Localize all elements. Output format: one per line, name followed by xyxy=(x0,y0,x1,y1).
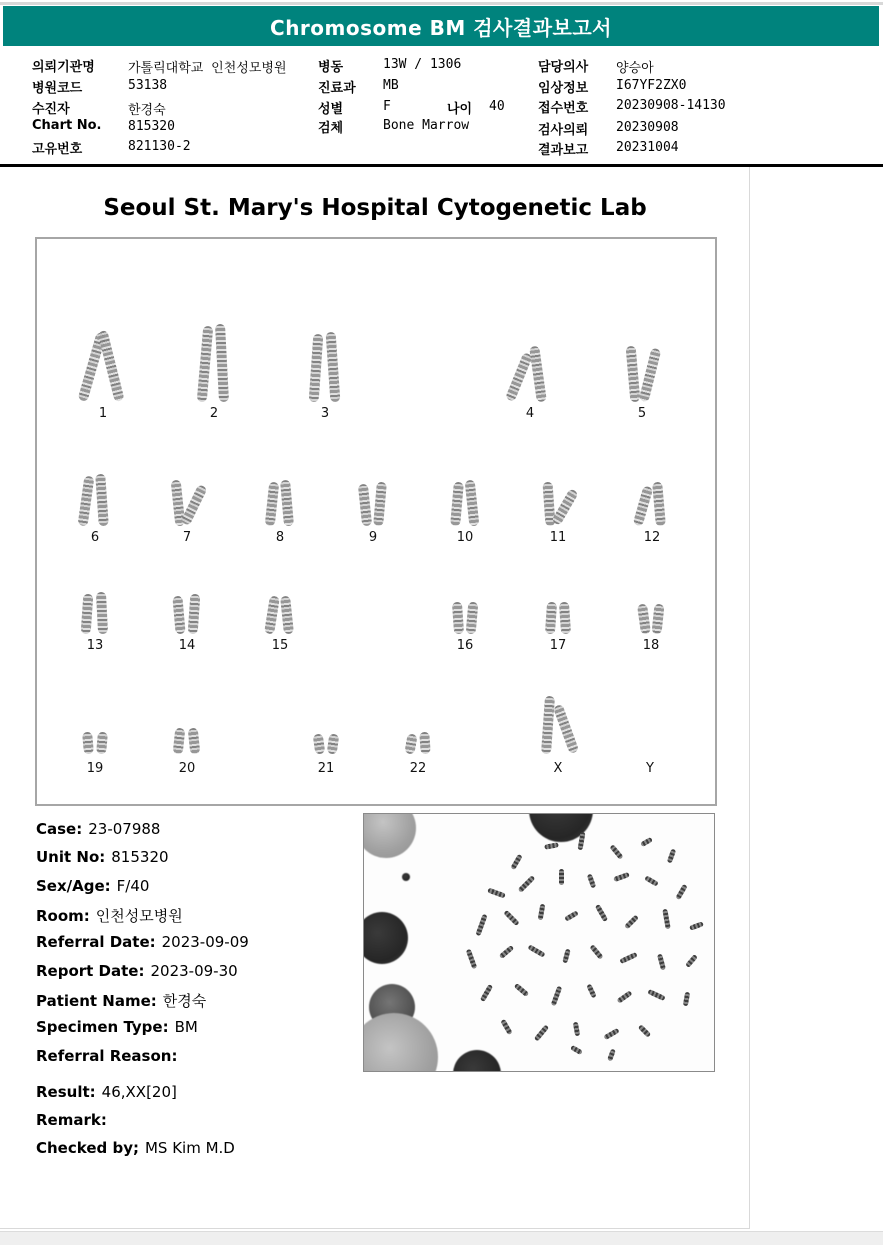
metaphase-chromosome xyxy=(685,954,698,968)
chromosome-label-12: 12 xyxy=(643,530,661,545)
metaphase-chromosome xyxy=(500,1019,512,1035)
case-label: Sex/Age: xyxy=(36,877,111,895)
case-label: Case: xyxy=(36,820,83,838)
chromosome-label-14: 14 xyxy=(178,638,196,653)
metaphase-chromosome xyxy=(667,849,676,864)
chromosome xyxy=(280,480,294,527)
metaphase-chromosome xyxy=(603,1028,619,1040)
chromosome-label-Y: Y xyxy=(646,761,654,776)
chromosome xyxy=(215,324,229,402)
metaphase-chromosome xyxy=(510,854,522,870)
chromosome xyxy=(505,352,533,402)
result-label: Result: xyxy=(36,1083,96,1101)
cell-blob xyxy=(363,1013,438,1072)
case-label: Referral Date: xyxy=(36,933,156,951)
field-value: 가톨릭대학교 인천성모병원 xyxy=(128,61,287,76)
metaphase-chromosome xyxy=(689,921,704,930)
field-value: 20231004 xyxy=(616,140,679,155)
chromosome xyxy=(637,603,651,634)
metaphase-chromosome xyxy=(466,949,478,970)
header-divider xyxy=(0,164,883,167)
chromosome xyxy=(264,595,280,634)
chromosome xyxy=(633,485,654,526)
chromosome-label-17: 17 xyxy=(549,638,567,653)
chromosome-label-8: 8 xyxy=(275,530,285,545)
metaphase-chromosome xyxy=(617,990,633,1003)
metaphase-chromosome xyxy=(624,915,639,930)
chromosome xyxy=(180,484,207,526)
field-label: 담당의사 xyxy=(538,60,589,75)
chromosome xyxy=(173,728,186,755)
metaphase-chromosome xyxy=(487,888,506,899)
chromosome xyxy=(466,602,479,635)
report-header-banner xyxy=(3,6,879,46)
field-value: Bone Marrow xyxy=(383,118,470,133)
metaphase-chromosome xyxy=(675,884,687,900)
chromosome xyxy=(97,330,124,402)
chromosome xyxy=(78,476,95,527)
chromosome-label-19: 19 xyxy=(86,761,104,776)
chromosome xyxy=(651,604,664,635)
chromosome-label-11: 11 xyxy=(549,530,567,545)
case-label: Unit No: xyxy=(36,848,106,866)
field-value: 821130-2 xyxy=(128,139,191,154)
metaphase-chromosome xyxy=(644,875,659,886)
chromosome-label-20: 20 xyxy=(178,761,196,776)
cell-blob xyxy=(363,813,416,858)
metaphase-chromosome xyxy=(570,1045,583,1055)
case-label: Referral Reason: xyxy=(36,1047,178,1065)
field-label: 접수번호 xyxy=(538,101,589,116)
chromosome-label-6: 6 xyxy=(90,530,100,545)
chromosome-label-15: 15 xyxy=(271,638,289,653)
field-label: 임상정보 xyxy=(538,81,589,96)
age-label: 나이 xyxy=(447,102,473,117)
case-value: 23-07988 xyxy=(88,820,161,838)
case-label: Report Date: xyxy=(36,962,145,980)
metaphase-chromosome xyxy=(475,914,487,936)
field-label: 진료과 xyxy=(318,81,356,96)
metaphase-chromosome xyxy=(480,984,493,1002)
footer-bar xyxy=(0,1232,883,1245)
chromosome xyxy=(450,482,464,527)
metaphase-chromosome xyxy=(589,944,603,959)
metaphase-chromosome xyxy=(564,910,579,921)
chromosome-label-18: 18 xyxy=(642,638,660,653)
case-label: Specimen Type: xyxy=(36,1018,169,1036)
case-value: 인천성모병원 xyxy=(95,907,183,925)
field-value: MB xyxy=(383,78,399,93)
chromosome xyxy=(419,732,431,755)
chromosome xyxy=(626,346,641,403)
checked-by-value: MS Kim M.D xyxy=(144,1139,235,1157)
chromosome xyxy=(452,602,464,635)
metaphase-image xyxy=(363,813,715,1072)
case-value: 2023-09-30 xyxy=(150,962,238,980)
case-value: F/40 xyxy=(116,877,150,895)
chromosome xyxy=(81,594,94,635)
chromosome-label-22: 22 xyxy=(409,761,427,776)
chromosome-label-7: 7 xyxy=(182,530,192,545)
field-label: 성별 xyxy=(318,102,344,117)
cell-blob xyxy=(402,873,410,881)
chromosome xyxy=(280,596,294,635)
metaphase-chromosome xyxy=(657,954,666,971)
metaphase-chromosome xyxy=(619,952,637,964)
field-value: 20230908 xyxy=(616,120,679,135)
chromosome xyxy=(541,696,555,755)
metaphase-chromosome xyxy=(638,1024,651,1037)
field-value: I67YF2ZX0 xyxy=(616,78,687,93)
chromosome xyxy=(551,488,579,526)
karyotype-box xyxy=(35,237,717,806)
metaphase-chromosome xyxy=(559,869,564,885)
field-label: 병원코드 xyxy=(32,81,83,96)
chromosome xyxy=(188,728,201,755)
chromosome xyxy=(95,474,109,527)
field-label: Chart No. xyxy=(32,118,102,133)
chromosome xyxy=(639,348,662,403)
chromosome xyxy=(309,334,324,403)
lab-title: Seoul St. Mary's Hospital Cytogenetic Lab xyxy=(103,195,647,221)
chromosome xyxy=(373,482,387,527)
field-value: 815320 xyxy=(128,119,175,134)
remark-label: Remark: xyxy=(36,1111,107,1129)
chromosome-label-4: 4 xyxy=(525,406,535,421)
chromosome xyxy=(545,602,557,635)
chromosome xyxy=(327,733,340,754)
case-value: 815320 xyxy=(111,848,169,866)
metaphase-chromosome xyxy=(640,837,653,847)
page-right-border xyxy=(749,167,750,1228)
chromosome-label-3: 3 xyxy=(320,406,330,421)
result-value: 46,XX[20] xyxy=(101,1083,177,1101)
metaphase-chromosome xyxy=(551,986,563,1007)
metaphase-chromosome xyxy=(647,989,665,1001)
field-value: 13W / 1306 xyxy=(383,57,462,72)
chromosome-label-X: X xyxy=(553,761,563,776)
chromosome xyxy=(188,594,201,635)
metaphase-chromosome xyxy=(503,910,519,926)
metaphase-chromosome xyxy=(609,844,623,859)
report-title: Chromosome BM 검사결과보고서 xyxy=(270,15,612,40)
chromosome xyxy=(559,602,571,635)
checked-by-label: Checked by; xyxy=(36,1139,139,1157)
chromosome xyxy=(197,326,214,403)
chromosome-label-16: 16 xyxy=(456,638,474,653)
chromosome xyxy=(404,733,417,754)
chromosome xyxy=(96,732,108,755)
field-label: 검사의뢰 xyxy=(538,123,589,138)
page-bottom-border xyxy=(0,1228,750,1229)
metaphase-chromosome xyxy=(607,1049,616,1062)
metaphase-chromosome xyxy=(613,872,630,882)
metaphase-chromosome xyxy=(514,983,529,997)
case-value: 한경숙 xyxy=(162,992,207,1010)
metaphase-chromosome xyxy=(573,1022,580,1037)
chromosome xyxy=(326,332,341,403)
case-value: BM xyxy=(174,1018,198,1036)
chromosome-label-9: 9 xyxy=(368,530,378,545)
metaphase-chromosome xyxy=(544,842,559,849)
metaphase-chromosome xyxy=(538,904,546,921)
case-label: Room: xyxy=(36,907,90,925)
chromosome xyxy=(172,596,185,635)
metaphase-chromosome xyxy=(534,1024,549,1041)
metaphase-chromosome xyxy=(527,944,545,957)
top-strip xyxy=(0,2,883,5)
field-value: F xyxy=(383,99,391,114)
chromosome-label-13: 13 xyxy=(86,638,104,653)
chromosome xyxy=(465,480,480,527)
chromosome xyxy=(358,484,372,527)
field-value: 한경숙 xyxy=(128,103,166,118)
field-value: 20230908-14130 xyxy=(616,98,726,113)
chromosome xyxy=(553,704,579,754)
chromosome-label-10: 10 xyxy=(456,530,474,545)
metaphase-chromosome xyxy=(662,909,670,930)
field-label: 병동 xyxy=(318,60,344,75)
age-value: 40 xyxy=(489,99,505,114)
chromosome-label-21: 21 xyxy=(317,761,335,776)
metaphase-chromosome xyxy=(587,874,596,889)
field-label: 결과보고 xyxy=(538,143,589,158)
metaphase-chromosome xyxy=(595,904,608,922)
field-value: 53138 xyxy=(128,78,168,93)
chromosome xyxy=(652,482,666,527)
chromosome xyxy=(529,346,547,403)
metaphase-chromosome xyxy=(683,992,690,1007)
chromosome xyxy=(265,482,280,527)
cell-blob xyxy=(363,912,408,964)
chromosome-label-1: 1 xyxy=(98,406,108,421)
field-label: 고유번호 xyxy=(32,142,83,157)
metaphase-chromosome xyxy=(518,875,536,893)
metaphase-chromosome xyxy=(586,984,596,999)
chromosome xyxy=(82,732,94,755)
chromosome-label-5: 5 xyxy=(637,406,647,421)
field-label: 수진자 xyxy=(32,102,70,117)
metaphase-chromosome xyxy=(499,945,514,959)
chromosome xyxy=(96,592,108,634)
cell-blob xyxy=(453,1050,501,1072)
field-value: 양승아 xyxy=(616,61,654,76)
field-label: 검체 xyxy=(318,121,344,136)
chromosome-label-2: 2 xyxy=(209,406,219,421)
case-label: Patient Name: xyxy=(36,992,157,1010)
metaphase-chromosome xyxy=(562,949,570,964)
field-label: 의뢰기관명 xyxy=(32,60,95,75)
chromosome xyxy=(313,733,326,754)
case-value: 2023-09-09 xyxy=(161,933,249,951)
